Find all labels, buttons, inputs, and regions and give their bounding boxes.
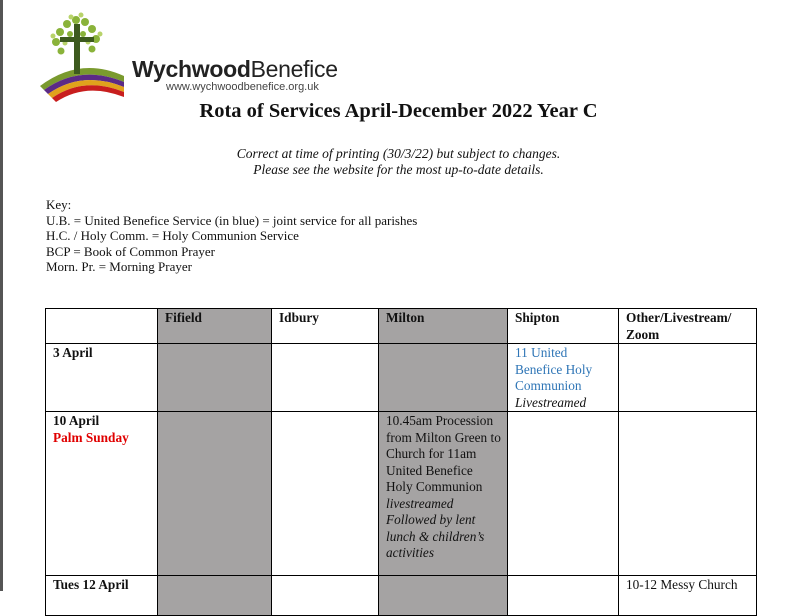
key-item: BCP = Book of Common Prayer [46,243,215,259]
table-row [46,412,757,576]
page-edge [0,0,3,591]
cell-milton [379,576,508,616]
cell-fifield [158,576,272,616]
key-legend [46,197,417,275]
subtitle [0,146,797,178]
service-text: 11 United Benefice Holy Communion [515,345,593,393]
cell-shipton [508,576,619,616]
cell-other: 10-12 Messy Church [619,576,757,616]
cell-idbury [272,576,379,616]
cell-fifield [158,412,272,576]
header-date [46,309,158,344]
key-item: Morn. Pr. = Morning Prayer [46,259,192,275]
key-item: U.B. = United Benefice Service (in blue) = joint service for all parishes [46,212,418,228]
cell-other [619,344,757,412]
cell-shipton [508,344,619,412]
header-other: Other/Livestream/ Zoom [619,309,757,344]
logo-wordmark: WychwoodBenefice [132,56,338,82]
cell-other [619,412,757,576]
cell-fifield [158,344,272,412]
subtitle-line-2: Please see the website for the most up-to-date details. [253,162,544,177]
cell-milton [379,344,508,412]
logo-url: www.wychwoodbenefice.org.uk [166,81,319,93]
table-row [46,576,757,616]
table-header-row [46,309,757,344]
key-item: H.C. / Holy Comm. = Holy Communion Service [46,228,299,244]
subtitle-line-1: Correct at time of printing (30/3/22) but subject to changes. [236,146,561,161]
row-date: Tues 12 April [46,576,158,616]
header-shipton: Shipton [508,309,619,344]
rota-table [45,308,757,616]
service-note: Livestreamed [515,394,587,410]
benefice-logo [40,12,338,104]
header-idbury: Idbury [272,309,379,344]
row-date: 3 April [46,344,158,412]
cell-milton [379,412,508,576]
key-heading: Key: [46,197,72,212]
table-row [46,344,757,412]
header-fifield: Fifield [158,309,272,344]
header-milton: Milton [379,309,508,344]
row-date-text: 10 April [53,413,100,428]
page-title: Rota of Services April-December 2022 Year C [199,100,598,122]
row-date [46,412,158,576]
service-note: livestreamed Followed by lent lunch & children’s activities [386,495,485,560]
service-text: 10.45am Procession from Milton Green to Church for 11am United Benefice Holy Communion [386,413,501,494]
tree-cross-icon [40,12,135,102]
cell-idbury [272,344,379,412]
cell-idbury [272,412,379,576]
occasion-label: Palm Sunday [53,429,129,445]
cell-shipton [508,412,619,576]
